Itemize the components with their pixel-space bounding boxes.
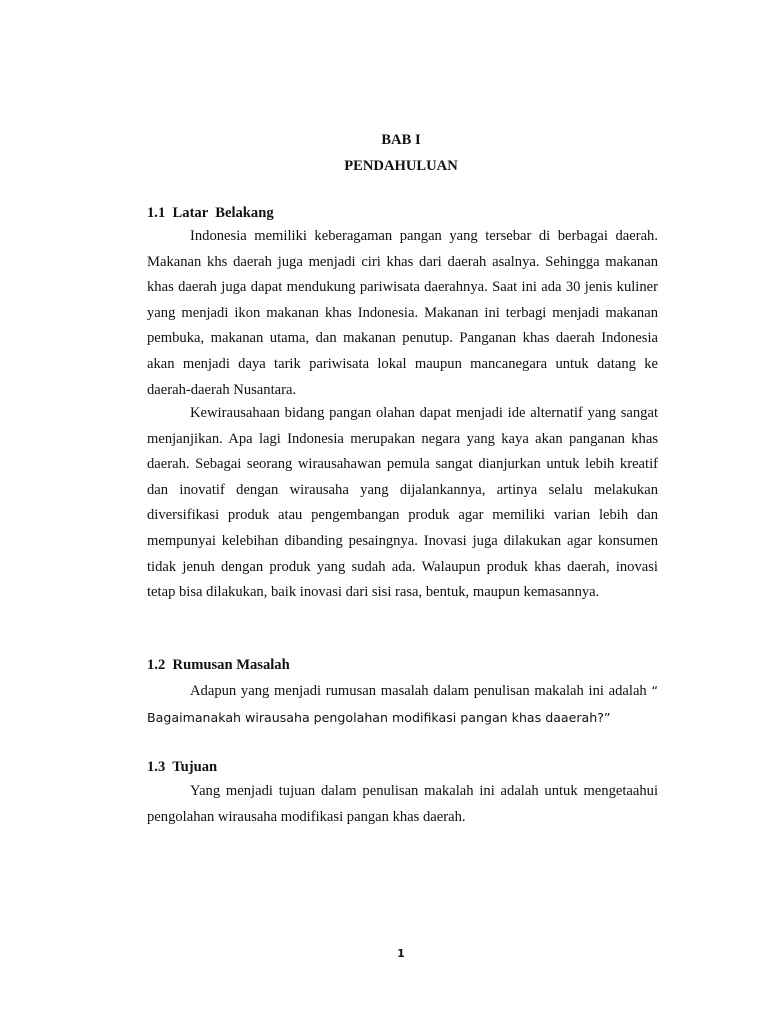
chapter-number: BAB I — [381, 132, 421, 148]
page-number: 1 — [397, 947, 405, 960]
paragraph-latar-belakang-1: Indonesia memiliki keberagaman pangan yang tersebar di berbagai daerah. Makanan khs daerah juga menjadi ciri khas dari daerah asalnya. Sehingga makanan khas daerah juga dapat mendukung pariwisata daerahnya. Saat ini ada 30 jenis kuliner yang menjadi ikon makanan khas Indonesia. Makanan ini terbagi menjadi makanan pembuka, makanan utama, dan makanan penutup. Panganan khas daerah Indonesia akan menjadi daya tarik pariwisata lokal maupun mancanegara untuk datang ke daerah-daerah Nusantara. — [147, 228, 658, 398]
rumusan-masalah-text: Adapun yang menjadi rumusan masalah dalam penulisan makalah ini adalah — [190, 683, 647, 699]
paragraph-latar-belakang-2: Kewirausahaan bidang pangan olahan dapat menjadi ide alternatif yang sangat menjanjikan. Apa lagi Indonesia merupakan negara yang kaya akan panganan khas daerah. Sebagai seorang wirausahawan pemula sangat dianjurkan untuk lebih kreatif dan inovatif dengan wirausaha yang dijalankannya, artinya selalu melakukan diversifikasi produk atau pengembangan produk agar memiliki varian lebih dan mempunyai kelebihan dibanding pesaingnya. Inovasi juga dilakukan agar konsumen tidak jenuh dengan produk yang sudah ada. Walaupun produk khas daerah, inovasi tetap bisa dilakukan, baik inovasi dari sisi rasa, bentuk, maupun kemasannya. — [147, 405, 658, 601]
section-heading-tujuan: 1.3 Tujuan — [147, 759, 218, 775]
section-heading-rumusan-masalah: 1.2 Rumusan Masalah — [147, 657, 290, 673]
chapter-title: PENDAHULUAN — [344, 158, 458, 174]
paragraph-tujuan: Yang menjadi tujuan dalam penulisan makalah ini adalah untuk mengetaahui pengolahan wirausaha modifikasi pangan khas daerah. — [147, 783, 658, 825]
paragraph-rumusan-masalah — [147, 678, 658, 731]
rumusan-masalah-question: “ Bagaimanakah wirausaha pengolahan modifikasi pangan khas daaerah?” — [147, 683, 658, 725]
section-heading-latar-belakang: 1.1 Latar Belakang — [147, 205, 274, 221]
